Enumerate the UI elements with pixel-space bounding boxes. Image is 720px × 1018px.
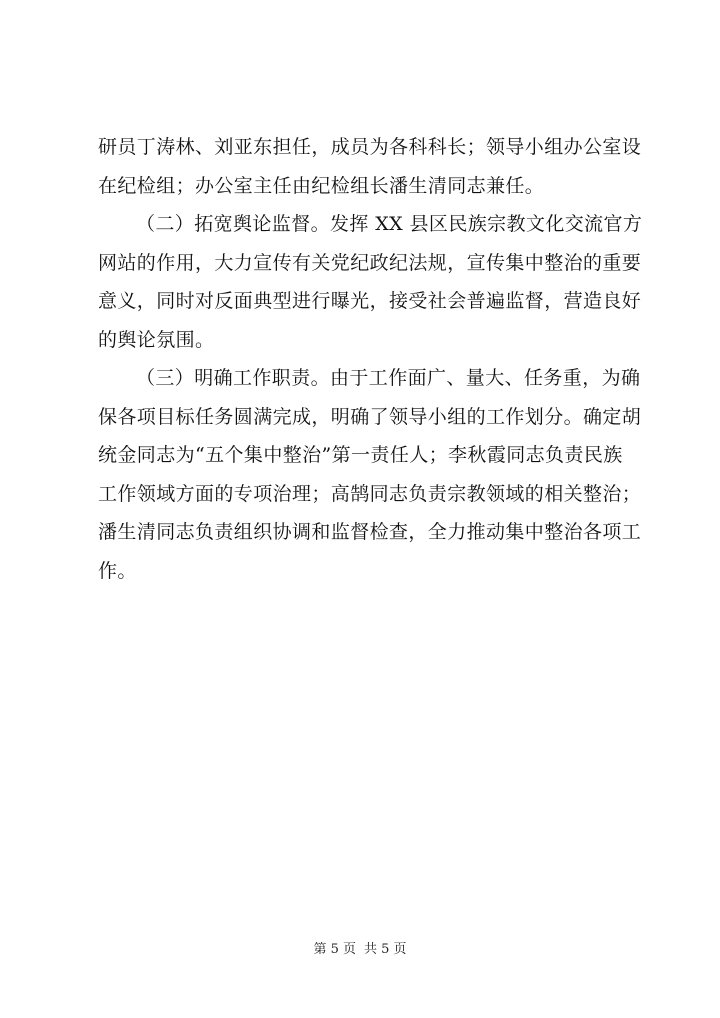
document-body <box>98 128 644 590</box>
page-number-total: 共 5 页 <box>364 942 407 957</box>
page-number-current: 第 5 页 <box>313 942 356 957</box>
paragraph-1 <box>98 128 644 205</box>
text-line: 工作领域方面的专项治理；高鹄同志负责宗教领域的相关整治； <box>98 482 642 505</box>
text-line: （二）拓宽舆论监督。发挥 XX 县区民族宗教文化交流官方 <box>136 213 643 235</box>
paragraph-3 <box>98 359 644 590</box>
page-footer <box>0 938 720 957</box>
text-line: 潘生清同志负责组织协调和监督检查，全力推动集中整治各项工 <box>98 521 642 543</box>
text-line: 在纪检组；办公室主任由纪检组长潘生清同志兼任。 <box>98 174 545 197</box>
text-line: 意义，同时对反面典型进行曝光，接受社会普遍监督，营造良好 <box>98 290 642 312</box>
text-line: 保各项目标任务圆满完成，明确了领导小组的工作划分。确定胡 <box>98 405 642 428</box>
text-line: 统金同志为“五个集中整治”第一责任人；李秋霞同志负责民族 <box>98 444 623 466</box>
text-line: 网站的作用，大力宣传有关党纪政纪法规，宣传集中整治的重要 <box>98 251 642 274</box>
text-line: 作。 <box>98 559 137 582</box>
text-line: 的舆论氛围。 <box>98 328 215 351</box>
text-line: （三）明确工作职责。由于工作面广、量大、任务重，为确 <box>136 367 641 389</box>
text-line: 研员丁涛林、刘亚东担任，成员为各科科长；领导小组办公室设 <box>98 136 642 158</box>
paragraph-2 <box>98 205 644 359</box>
